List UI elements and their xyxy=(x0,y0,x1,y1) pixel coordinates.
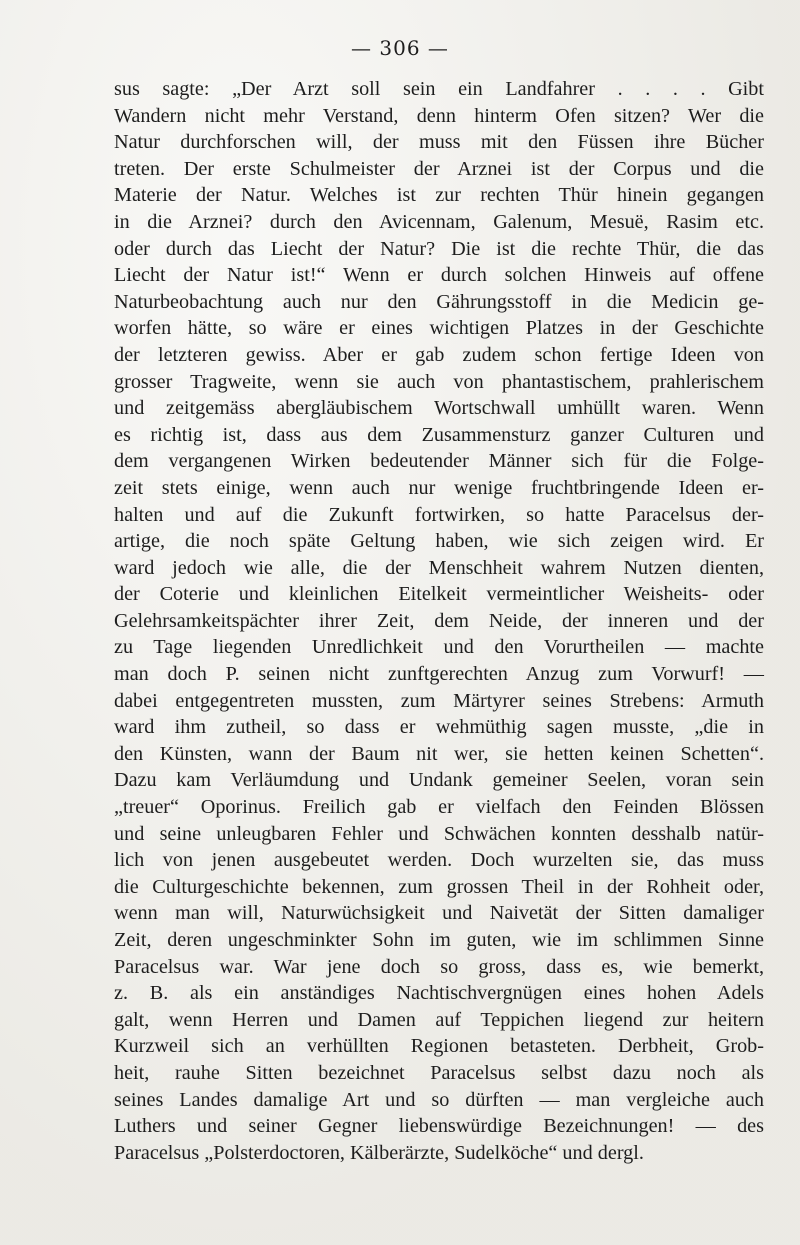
text-line: lich von jenen ausgebeutet werden. Doch wurzelten sie, das muss xyxy=(114,849,764,872)
text-line: worfen hätte, so wäre er eines wichtigen Platzes in der Geschichte xyxy=(114,317,764,340)
text-line: z. B. als ein anständiges Nachtischvergnügen eines hohen Adels xyxy=(114,982,764,1005)
text-line: Paracelsus war. War jene doch so gross, dass es, wie bemerkt, xyxy=(114,955,764,978)
text-line: Natur durchforschen will, der muss mit den Füssen ihre Bücher xyxy=(114,131,764,154)
text-line: heit, rauhe Sitten bezeichnet Paracelsus selbst dazu noch als xyxy=(114,1061,764,1084)
text-line: seines Landes damalige Art und so dürften — man vergleiche auch xyxy=(114,1088,764,1111)
text-line: galt, wenn Herren und Damen auf Teppichen liegend zur heitern xyxy=(114,1008,764,1031)
text-line: Gelehrsamkeitspächter ihrer Zeit, dem Neide, der inneren und der xyxy=(114,609,764,632)
text-line: man doch P. seinen nicht zunftgerechten Anzug zum Vorwurf! — xyxy=(114,663,764,686)
text-line: die Culturgeschichte bekennen, zum grossen Theil in der Rohheit oder, xyxy=(114,875,764,898)
text-line: Zeit, deren ungeschminkter Sohn im guten, wie im schlimmen Sinne xyxy=(114,929,764,951)
text-line: den Künsten, wann der Baum nit wer, sie hetten keinen Schetten“. xyxy=(114,742,764,765)
text-line: ward ihm zutheil, so dass er wehmüthig sagen musste, „die in xyxy=(114,716,764,739)
text-line: und zeitgemäss abergläubischem Wortschwall umhüllt waren. Wenn xyxy=(114,397,764,420)
text-line: Luthers und seiner Gegner liebenswürdige Bezeichnungen! — des xyxy=(114,1115,764,1138)
text-line: wenn man will, Naturwüchsigkeit und Naivetät der Sitten damaliger xyxy=(114,902,764,925)
text-line: in die Arznei? durch den Avicennam, Galenum, Mesuë, Rasim etc. xyxy=(114,210,764,233)
text-line: der Coterie und kleinlichen Eitelkeit vermeintlicher Weisheits- oder xyxy=(114,583,764,606)
text-line: dem vergangenen Wirken bedeutender Männer sich für die Folge- xyxy=(114,450,764,473)
body-text xyxy=(114,76,764,1166)
page-number: — 306 — xyxy=(351,36,449,60)
text-line: Dazu kam Verläumdung und Undank gemeiner Seelen, voran sein xyxy=(114,769,764,792)
text-line: dabei entgegentreten mussten, zum Märtyrer seines Strebens: Armuth xyxy=(114,689,764,712)
text-line: grosser Tragweite, wenn sie auch von phantastischem, prahlerischem xyxy=(114,370,764,393)
text-line: „treuer“ Oporinus. Freilich gab er vielfach den Feinden Blössen xyxy=(114,796,764,819)
text-line: zeit stets einige, wenn auch nur wenige fruchtbringende Ideen er- xyxy=(114,476,764,499)
text-line: und seine unleugbaren Fehler und Schwächen konnten desshalb natür- xyxy=(114,822,764,845)
text-line: Materie der Natur. Welches ist zur rechten Thür hinein gegangen xyxy=(114,184,764,207)
text-line: Kurzweil sich an verhüllten Regionen betasteten. Derbheit, Grob- xyxy=(114,1035,764,1058)
text-line: sus sagte: „Der Arzt soll sein ein Landfahrer . . . . Gibt xyxy=(114,78,764,100)
text-line: Wandern nicht mehr Verstand, denn hinterm Ofen sitzen? Wer die xyxy=(114,104,764,127)
text-line: halten und auf die Zukunft fortwirken, so hatte Paracelsus der- xyxy=(114,503,764,526)
text-line: ward jedoch wie alle, die der Menschheit wahrem Nutzen dienten, xyxy=(114,556,764,579)
text-line: Paracelsus „Polsterdoctoren, Kälberärzte, Sudelköche“ und dergl. xyxy=(114,1141,644,1164)
text-line: oder durch das Liecht der Natur? Die ist die rechte Thür, die das xyxy=(114,237,764,260)
text-line: treten. Der erste Schulmeister der Arznei ist der Corpus und die xyxy=(114,157,764,180)
text-line: zu Tage liegenden Unredlichkeit und den Vorurtheilen — machte xyxy=(114,636,764,659)
text-line: Naturbeobachtung auch nur den Gährungsstoff in die Medicin ge- xyxy=(114,290,764,313)
text-line: Liecht der Natur ist!“ Wenn er durch solchen Hinweis auf offene xyxy=(114,264,764,287)
text-line: der letzteren gewiss. Aber er gab zudem schon fertige Ideen von xyxy=(114,343,764,366)
text-line: es richtig ist, dass aus dem Zusammensturz ganzer Culturen und xyxy=(114,423,764,446)
text-line: artige, die noch späte Geltung haben, wie sich zeigen wird. Er xyxy=(114,530,764,553)
